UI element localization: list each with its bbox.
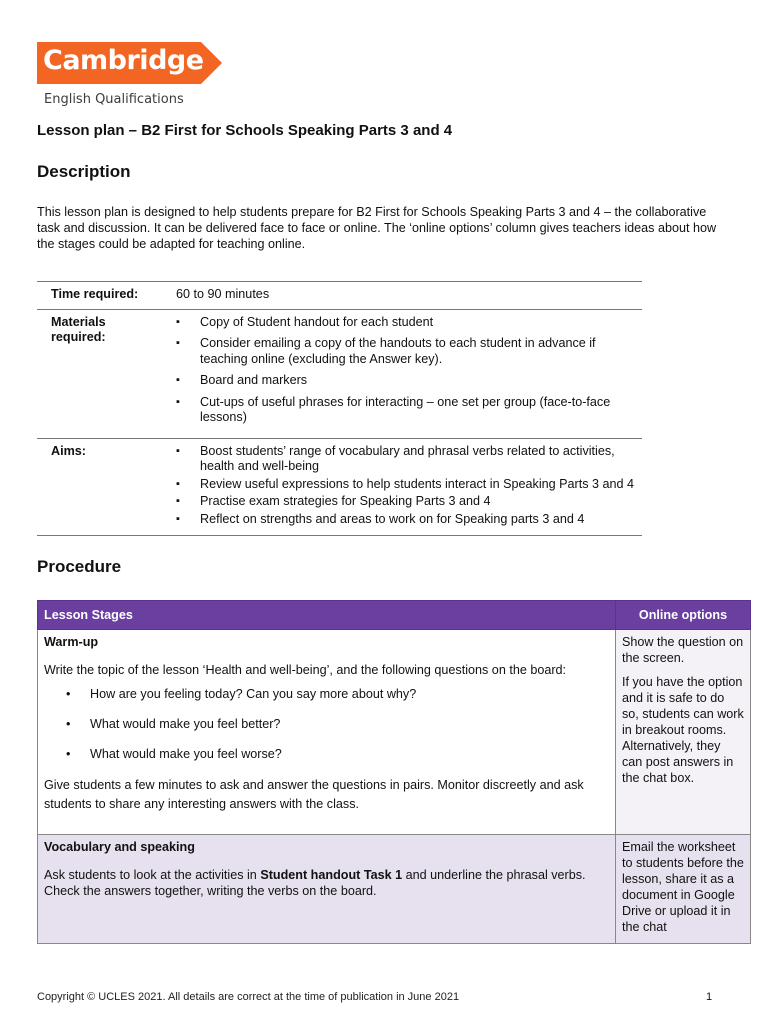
time-label: Time required: [37,282,162,310]
time-row [37,282,642,310]
page-number: 1 [706,991,713,1003]
text-bold-part: Student handout Task 1 [260,868,403,882]
list-item: ▪ Board and markers [176,373,636,389]
time-value: 60 to 90 minutes [162,282,642,310]
description-heading: Description [37,162,131,181]
col-header-stages: Lesson Stages [38,601,616,630]
table-row [38,835,751,944]
stage-text [44,867,609,899]
lesson-info-table [37,281,642,536]
stage-title: Vocabulary and speaking [44,840,195,854]
list-item: ▪ Boost students’ range of vocabulary and phrasal verbs related to activities, health and well-being [176,444,636,475]
logo-subtitle: English Qualifications [44,92,184,107]
online-option-text: Show the question on the screen. [622,635,744,665]
text-part: Ask students to look at the activities in [44,868,261,882]
col-header-online: Online options [616,601,751,630]
procedure-heading: Procedure [37,557,122,576]
cambridge-logo [37,42,222,107]
text-part: and underline the phrasal verbs. Check the answers together, writing the verbs on the board. [44,868,586,898]
question-list [44,686,609,762]
list-item: • How are you feeling today? Can you say more about why? [44,686,609,702]
logo-wordmark: Cambridge [43,45,204,76]
page-title: Lesson plan – B2 First for Schools Speaking Parts 3 and 4 [37,122,453,139]
online-option-text: Email the worksheet to students before the lesson, share it as a document in Google Drive or upload it in the chat [616,835,751,944]
list-item: ▪ Copy of Student handout for each student [176,315,636,331]
stage-text: Give students a few minutes to ask and answer the questions in pairs. Monitor discreetly and ask students to share any interesting answers with the class. [44,778,584,811]
copyright-footer: Copyright © UCLES 2021. All details are correct at the time of publication in June 2021 [37,991,460,1003]
list-item: ▪ Cut-ups of useful phrases for interacting – one set per group (face-to-face lessons) [176,395,636,426]
list-item: ▪ Practise exam strategies for Speaking Parts 3 and 4 [176,494,636,510]
online-option-text: If you have the option and it is safe to do so, students can work in breakout rooms. Alternatively, they can post answers in the chat box. [622,675,744,785]
description-text: This lesson plan is designed to help students prepare for B2 First for Schools Speaking Parts 3 and 4 – the collaborative task and discussion. It can be delivered face to face or online. The ‘online options’ column gives teachers ideas about how the stages could be adapted for teaching online. [37,205,717,251]
materials-label: Materials required: [37,309,162,438]
materials-list [176,315,636,426]
materials-row [37,309,642,438]
aims-row [37,438,642,536]
stage-text: Write the topic of the lesson ‘Health and well-being’, and the following questions on the board: [44,663,567,677]
list-item: • What would make you feel worse? [44,746,609,762]
list-item: ▪ Consider emailing a copy of the handouts to each student in advance if teaching online (excluding the Answer key). [176,336,636,367]
stage-title: Warm-up [44,635,99,649]
list-item: • What would make you feel better? [44,716,609,732]
aims-label: Aims: [37,438,162,536]
list-item: ▪ Review useful expressions to help students interact in Speaking Parts 3 and 4 [176,477,636,493]
procedure-table [37,600,751,944]
list-item: ▪ Reflect on strengths and areas to work on for Speaking parts 3 and 4 [176,512,636,528]
table-row [38,630,751,835]
aims-list [176,444,636,528]
